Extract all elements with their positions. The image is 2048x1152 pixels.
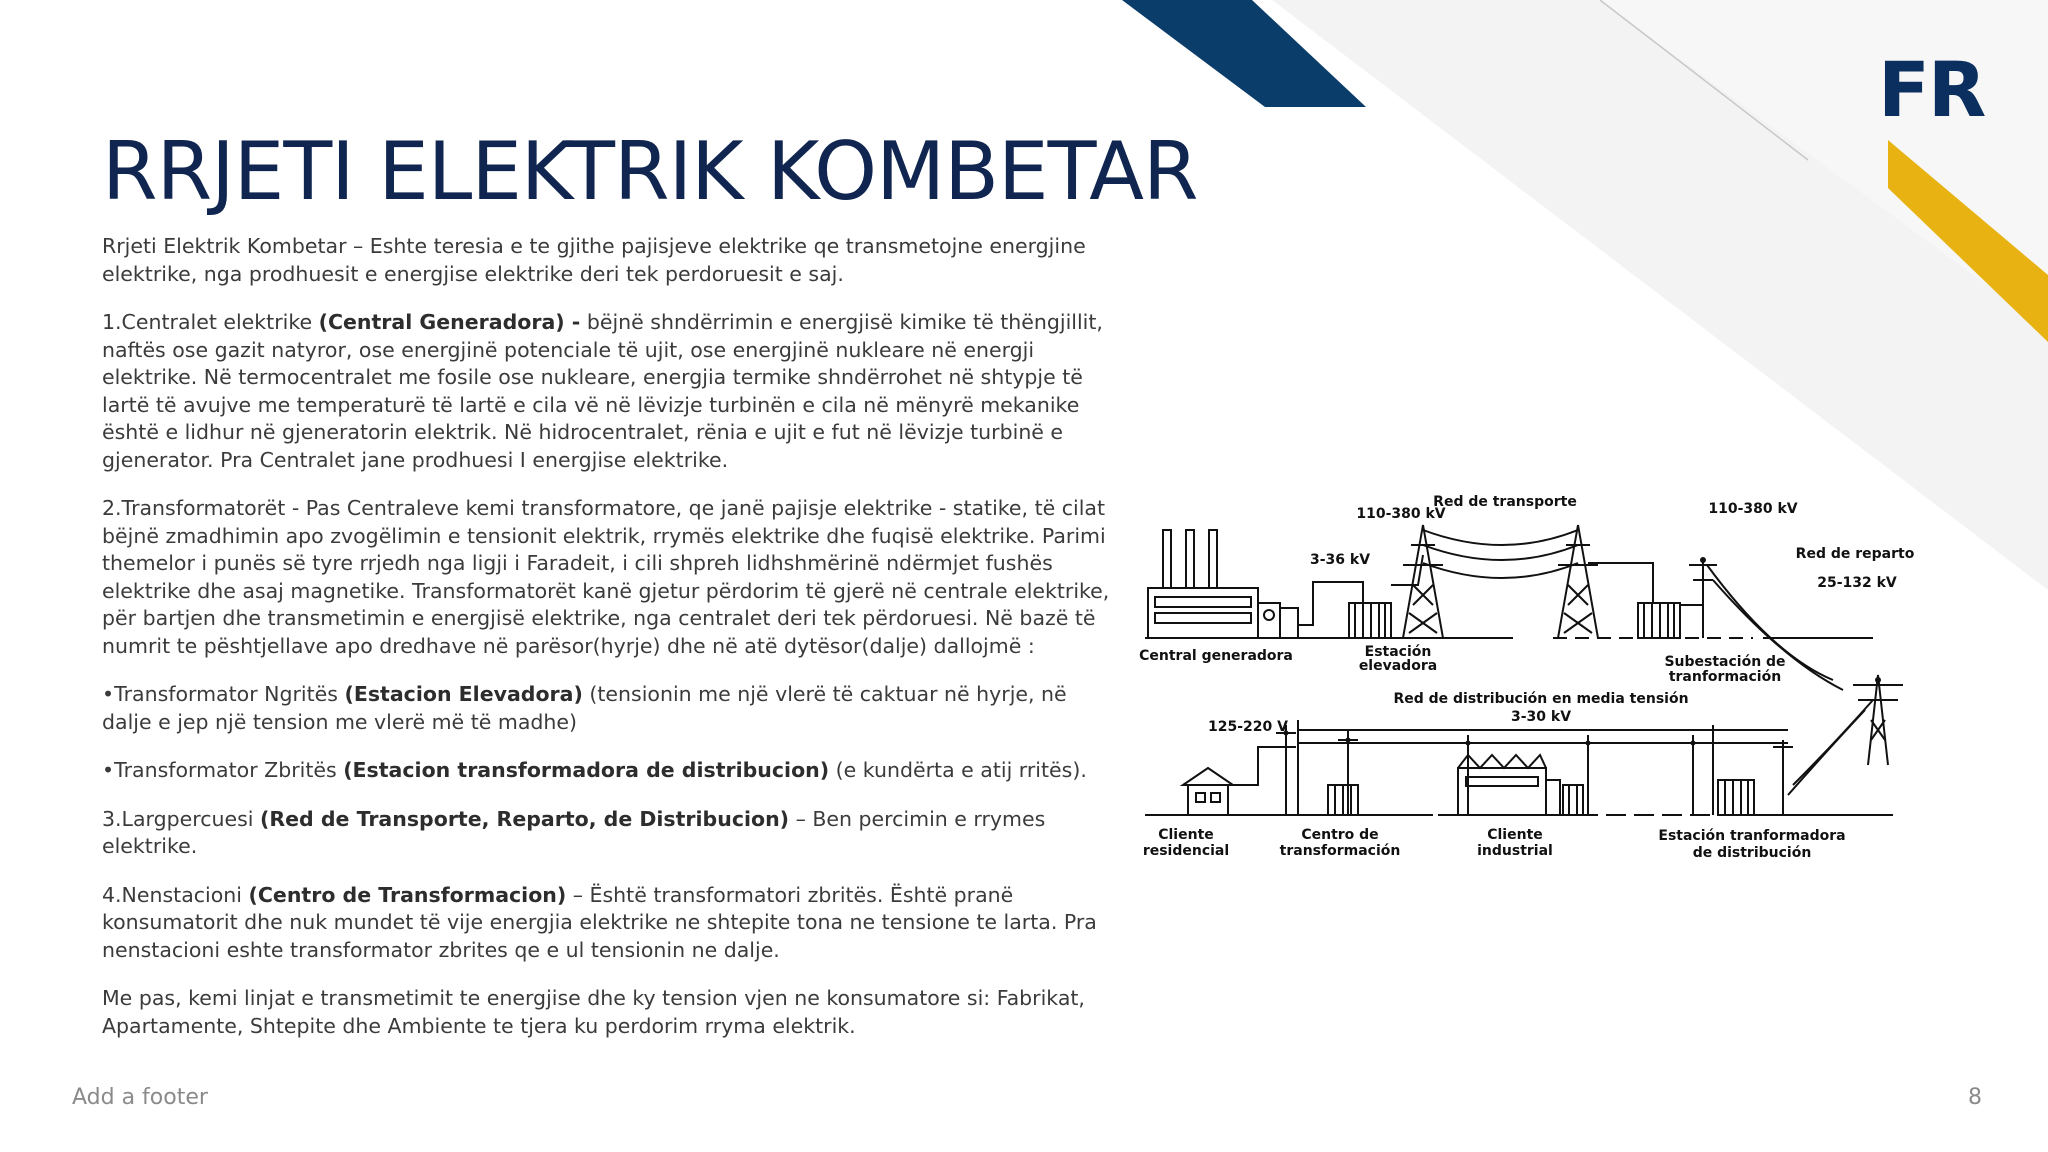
paragraph — [102, 681, 1122, 736]
label-estacion-distribucion-1: Estación tranformadora — [1658, 828, 1846, 844]
label-kv-3-36: 3-36 kV — [1309, 552, 1371, 568]
bold-text: (Red de Transporte, Reparto, de Distribucion) — [260, 806, 790, 831]
text-run: bëjnë shndërrimin e energjisë kimike të thëngjillit, naftës ose gazit natyror, ose energjinë potenciale të ujit, ose energjinë nukleare në energji elektrike. Në termocentralet me fosile ose nukleare, energjia termike shndërrohet në shtypje të lartë të avujve me temperaturë të lartë e cila vë në lëvizje turbinën e cila në mënyrë mekanike është e lidhur në gjeneratorin elektrik. Në hidrocentralet, rënia e ujit e fut në lëvizje turbinë e gjenerator. Pra Centralet jane prodhuesi I energjise elektrike. — [102, 310, 1103, 472]
label-estacion-elevadora-1: Estación — [1364, 644, 1432, 660]
label-estacion-elevadora-2: elevadora — [1358, 658, 1438, 674]
text-run: – Ben percimin e rrymes elektrike. — [102, 806, 1046, 858]
label-red-distribucion: Red de distribución en media tensión — [1393, 691, 1689, 707]
label-cliente-residencial-2: residencial — [1142, 843, 1230, 859]
label-cliente-industrial-1: Cliente — [1487, 827, 1543, 843]
paragraph — [102, 233, 1122, 288]
text-run: (e kundërta e atij rritës). — [829, 758, 1087, 782]
label-kv-3-30: 3-30 kV — [1510, 709, 1572, 725]
label-kv-110-380-right: 110-380 kV — [1708, 501, 1798, 517]
text-run: •Transformator Ngritës — [102, 682, 345, 706]
paragraph — [102, 882, 1122, 965]
bold-text: (Estacion Elevadora) — [344, 682, 583, 706]
label-centro-transformacion-2: transformación — [1279, 843, 1401, 859]
label-kv-25-132: 25-132 kV — [1817, 575, 1897, 591]
label-red-reparto: Red de reparto — [1795, 546, 1915, 562]
text-run: 1.Centralet elektrike — [102, 310, 319, 334]
body-text — [102, 233, 1122, 1061]
label-estacion-distribucion-2: de distribución — [1692, 845, 1812, 861]
text-run: Rrjeti Elektrik Kombetar – Eshte teresia e te gjithe pajisjeve elektrike qe transmetojne energjine elektrike, nga prodhuesit e energjise elektrike deri tek perdoruesit e saj. — [102, 234, 1086, 286]
page-title: RRJETI ELEKTRIK KOMBETAR — [102, 125, 1198, 218]
label-cliente-industrial-2: industrial — [1477, 843, 1553, 859]
label-cliente-residencial-1: Cliente — [1158, 827, 1214, 843]
text-run: (tensionin me një vlerë të caktuar në hyrje, në dalje e jep një tension me vlerë më të madhe) — [102, 682, 1067, 734]
label-centro-transformacion-1: Centro de — [1301, 827, 1379, 843]
paragraph — [102, 985, 1122, 1040]
paragraph — [102, 757, 1122, 785]
logo: FR — [1878, 45, 1985, 134]
paragraph — [102, 495, 1122, 660]
bold-text: (Central Generadora) - — [318, 310, 581, 334]
label-subestacion-2: tranformación — [1668, 669, 1782, 685]
label-central-generadora: Central generadora — [1139, 648, 1293, 664]
text-run: •Transformator Zbritës — [102, 758, 344, 782]
bold-text: (Estacion transformadora de distribucion) — [343, 758, 830, 782]
page-number: 8 — [1968, 1085, 1982, 1110]
text-run: 3.Largpercuesi — [102, 806, 260, 831]
text-run: Me pas, kemi linjat e transmetimit te energjise dhe ky tension vjen ne konsumatore si: Fabrikat, Apartamente, Shtepite dhe Ambiente te tjera ku perdorim rryma elektrik. — [102, 986, 1085, 1038]
text-run: 4.Nenstacioni — [102, 882, 249, 907]
text-run: – Është transformatori zbritës. Është pranë konsumatorit dhe nuk mundet të vije energjia elektrike ne shtepite tona ne tensione te larta. Pra nenstacioni eshte transformator zbrites qe e ul tensionin ne dalje. — [102, 882, 1097, 962]
footer-text[interactable]: Add a footer — [72, 1085, 208, 1110]
bold-text: (Centro de Transformacion) — [248, 882, 567, 907]
label-red-transporte: Red de transporte — [1433, 494, 1577, 510]
power-grid-diagram — [1133, 485, 1918, 870]
label-v-125-220: 125-220 V — [1208, 719, 1288, 735]
label-subestacion-1: Subestación de — [1664, 654, 1786, 670]
label-kv-110-380-left: 110-380 kV — [1356, 506, 1446, 522]
paragraph — [102, 309, 1122, 474]
paragraph — [102, 806, 1122, 861]
text-run: 2.Transformatorët - Pas Centraleve kemi transformatore, qe janë pajisje elektrike - statike, të cilat bëjnë zmadhimin apo zvogëlimin e tensionit elektrik, rrymës elektrike dhe fuqisë elektrike. Parimi themelor i punës së tyre rrjedh nga ligji i Faradeit, i cili shpreh lidhshmërinë ndërmjet fushës elektrike dhe asaj magnetike. Transformatorët kanë gjetur përdorim të gjerë në centrale elektrike, për bartjen dhe transmetimin e energjisë elektrike, nga centralet deri tek përdoruesi. Në bazë të numrit te pështjellave apo dredhave në parësor(hyrje) dhe në atë dytësor(dalje) dallojmë : — [102, 496, 1110, 658]
